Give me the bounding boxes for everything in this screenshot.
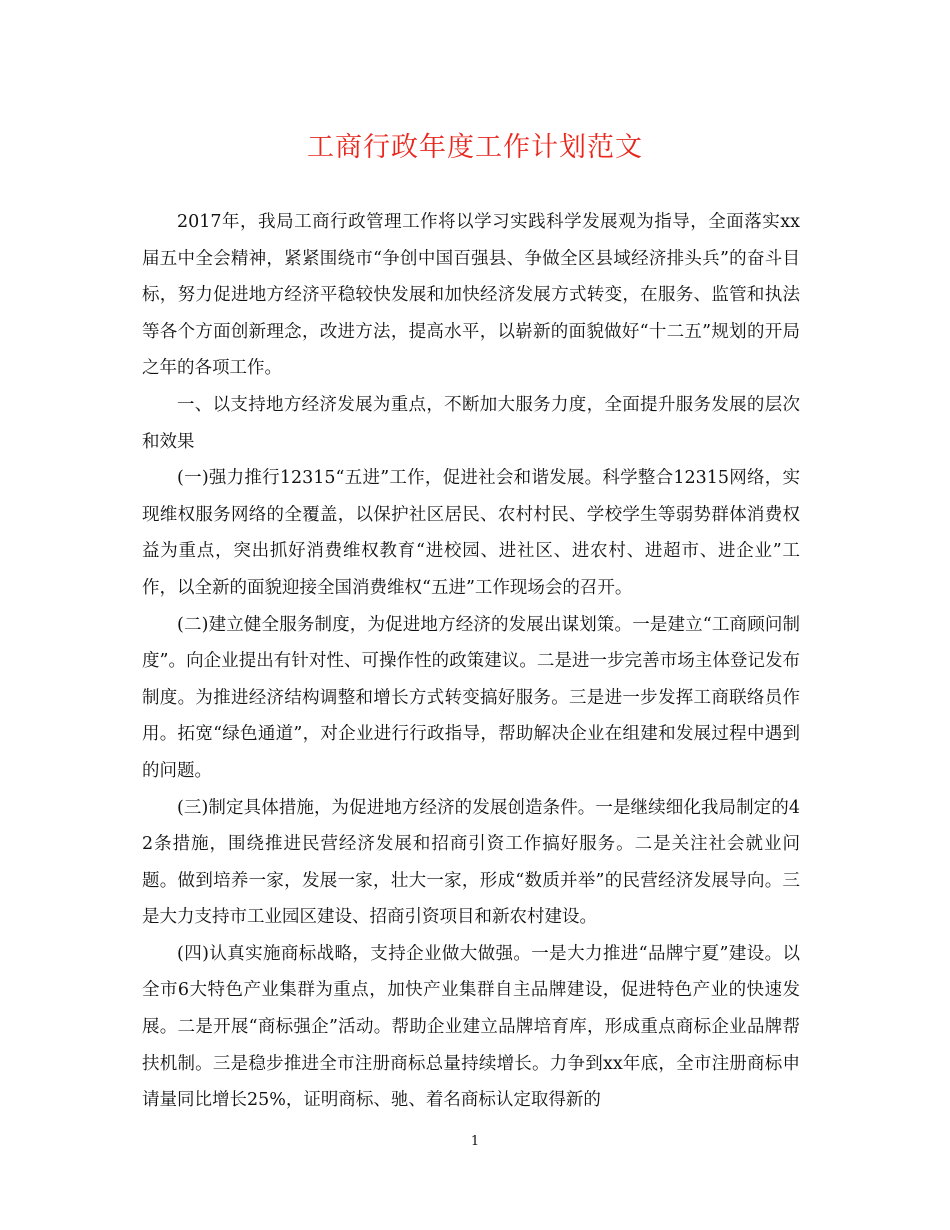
paragraph-item-4: (四)认真实施商标战略，支持企业做大做强。一是大力推进“品牌宁夏”建设。以全市6大特色产业集群为重点，加快产业集群自主品牌建设，促进特色产业的快速发展。二是开展“商标强企”活动。帮助企业建立品牌培育库，形成重点商标企业品牌帮扶机制。三是稳步推进全市注册商标总量持续增长。力争到xx年底，全市注册商标申请量同比增长25%，证明商标、驰、着名商标认定取得新的 [142, 943, 800, 1111]
document-title: 工商行政年度工作计划范文 [307, 132, 643, 163]
document-body [142, 204, 800, 1119]
paragraph-item-1: (一)强力推行12315“五进”工作，促进社会和谐发展。科学整合12315网络，实现维权服务网络的全覆盖，以保护社区居民、农村村民、学校学生等弱势群体消费权益为重点，突出抓好消费维权教育“进校园、进社区、进农村、进超市、进企业”工作，以全新的面貌迎接全国消费维权“五进”工作现场会的召开。 [142, 468, 800, 598]
paragraph-section-heading: 一、以支持地方经济发展为重点，不断加大服务力度，全面提升服务发展的层次和效果 [142, 394, 800, 452]
paragraph-item-2: (二)建立健全服务制度，为促进地方经济的发展出谋划策。一是建立“工商顾问制度”。向企业提出有针对性、可操作性的政策建议。二是进一步完善市场主体登记发布制度。为推进经济结构调整和增长方式转变搞好服务。三是进一步发挥工商联络员作用。拓宽“绿色通道”，对企业进行行政指导，帮助解决企业在组建和发展过程中遇到的问题。 [142, 614, 800, 781]
paragraph-intro: 2017年，我局工商行政管理工作将以学习实践科学发展观为指导，全面落实xx届五中全会精神，紧紧围绕市“争创中国百强县、争做全区县域经济排头兵”的奋斗目标，努力促进地方经济平稳较快发展和加快经济发展方式转变，在服务、监管和执法等各个方面创新理念，改进方法，提高水平，以崭新的面貌做好“十二五”规划的开局之年的各项工作。 [142, 212, 800, 379]
paragraph-item-3: (三)制定具体措施，为促进地方经济的发展创造条件。一是继续细化我局制定的42条措施，围绕推进民营经济发展和招商引资工作搞好服务。二是关注社会就业问题。做到培养一家，发展一家，壮大一家，形成“数质并举”的民营经济发展导向。三是大力支持市工业园区建设、招商引资项目和新农村建设。 [142, 797, 800, 928]
page-number: 1 [470, 1134, 480, 1149]
